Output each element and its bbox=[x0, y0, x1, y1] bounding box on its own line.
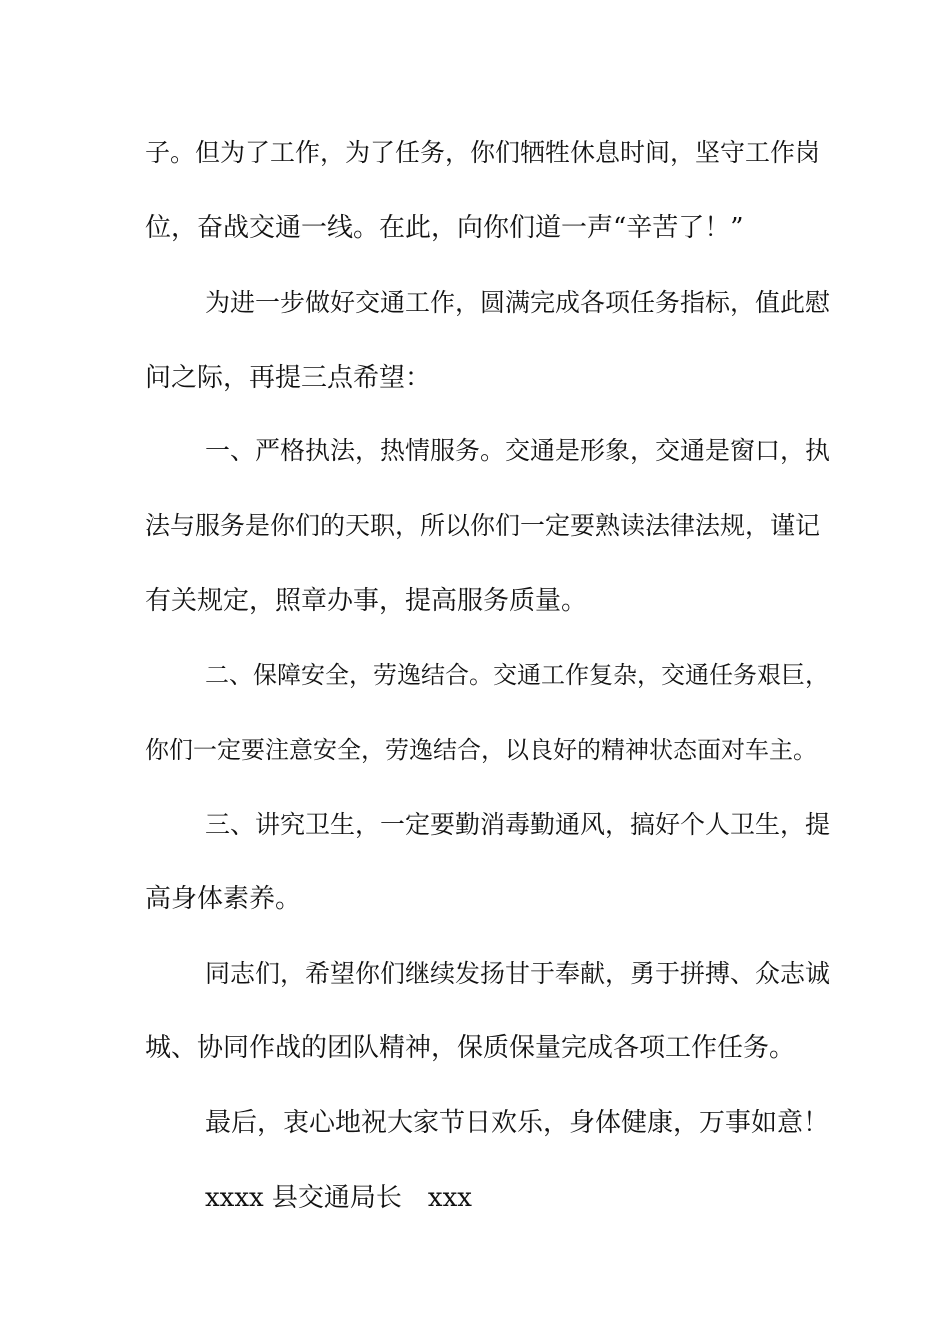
body-line-6: 法与服务是你们的天职，所以你们一定要熟读法律法规，谨记 bbox=[145, 511, 821, 540]
body-line-5: 一、严格执法，热情服务。交通是形象，交通是窗口，执 bbox=[205, 436, 831, 465]
body-line-13: 城、协同作战的团队精神，保质保量完成各项工作任务。 bbox=[145, 1033, 796, 1063]
body-line-4: 问之际，再提三点希望： bbox=[145, 363, 432, 393]
signature-line: xxxx 县交通局长 xxx bbox=[205, 1183, 472, 1213]
body-line-11: 高身体素养。 bbox=[145, 884, 302, 914]
body-line-12: 同志们，希望你们继续发扬甘于奉献，勇于拼搏、众志诚 bbox=[205, 959, 831, 988]
body-line-1: 子。但为了工作，为了任务，你们牺牲休息时间，坚守工作岗 bbox=[145, 138, 821, 167]
body-line-8: 二、保障安全，劳逸结合。交通工作复杂，交通任务艰巨， bbox=[205, 661, 829, 689]
body-line-9: 你们一定要注意安全，劳逸结合，以良好的精神状态面对车主。 bbox=[145, 736, 817, 764]
body-line-3: 为进一步做好交通工作，圆满完成各项任务指标，值此慰 bbox=[205, 288, 831, 317]
body-line-14: 最后，衷心地祝大家节日欢乐，身体健康，万事如意！ bbox=[205, 1108, 830, 1138]
body-line-10: 三、讲究卫生，一定要勤消毒勤通风，搞好个人卫生，提 bbox=[205, 810, 831, 839]
body-line-7: 有关规定，照章办事，提高服务质量。 bbox=[145, 586, 588, 616]
body-line-2: 位，奋战交通一线。在此，向你们道一声“辛苦了！” bbox=[145, 213, 744, 243]
